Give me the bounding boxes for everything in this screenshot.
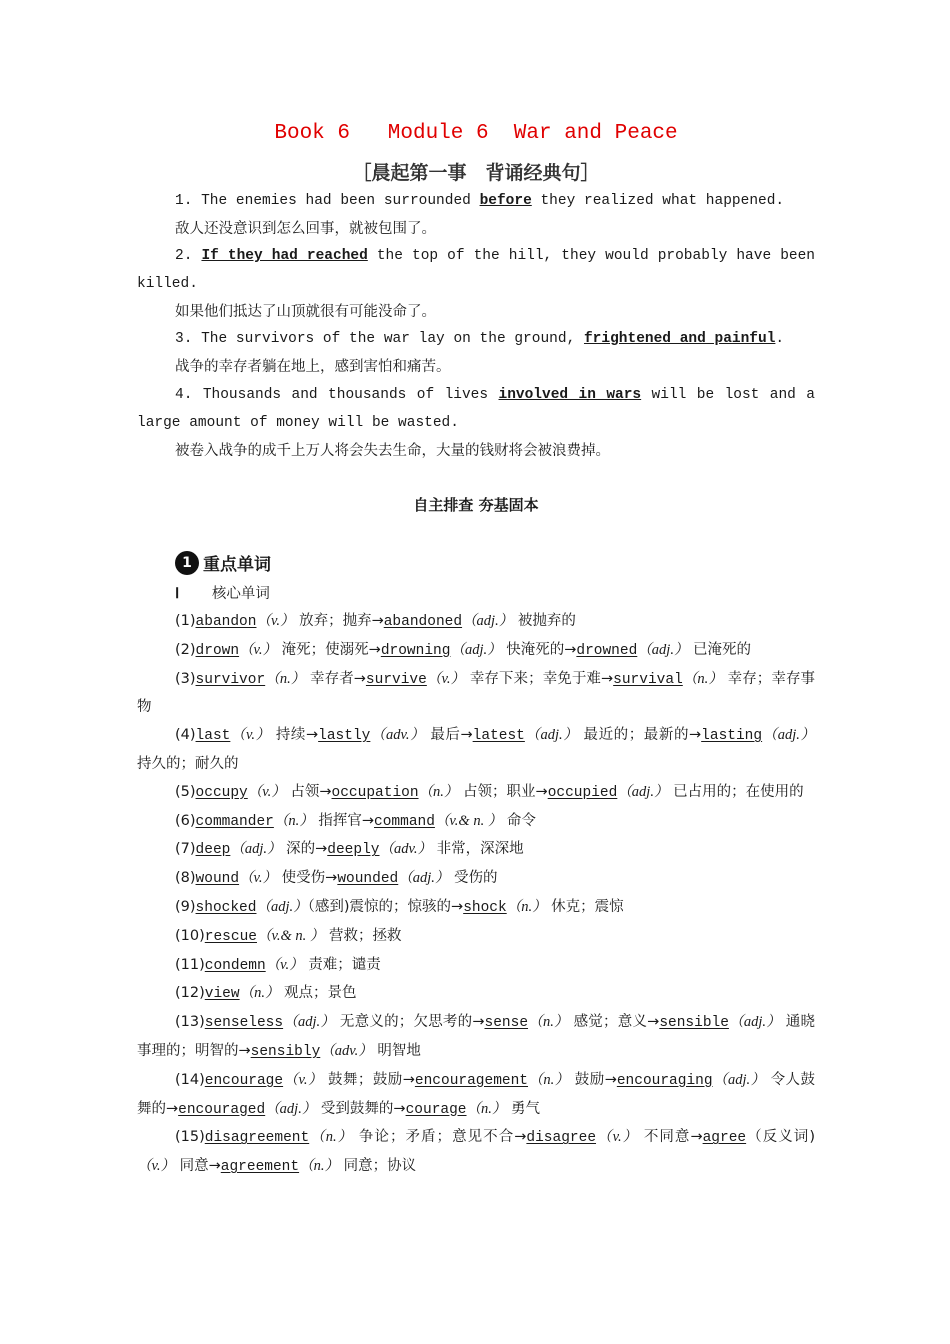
vocab-item — [137, 894, 815, 923]
vocab-item-number: (14) — [175, 1071, 205, 1088]
vocab-word: disagree — [526, 1130, 597, 1147]
sentence-text: Thousands and thousands of lives — [192, 387, 499, 403]
part-of-speech: （n.） — [528, 1014, 569, 1031]
vocab-word: sensibly — [250, 1043, 321, 1060]
part-of-speech: （n.） — [418, 783, 459, 800]
vocab-gloss: 鼓励→ — [569, 1071, 617, 1088]
vocab-word: rescue — [204, 928, 257, 945]
vocab-gloss: 休克；震惊 — [546, 898, 624, 915]
vocab-word: occupied — [547, 784, 618, 801]
number-badge: 1 — [175, 551, 199, 575]
sentence-text: they realized what happened. — [531, 193, 785, 209]
vocab-gloss: 责难；谴责 — [303, 956, 381, 973]
vocab-word: survival — [613, 671, 683, 688]
part-of-speech: （n.） — [506, 898, 547, 915]
vocab-gloss: 受伤的 — [449, 870, 498, 887]
vocab-gloss: 淹死；使溺死→ — [277, 641, 381, 658]
sentence-en — [137, 243, 815, 299]
sentence-key-phrase: involved in wars — [498, 387, 642, 403]
vocab-gloss: （感到)震惊的；惊骇的→ — [307, 898, 464, 915]
vocab-item — [137, 666, 815, 723]
vocab-gloss: （反义词) — [746, 1129, 815, 1146]
vocab-item — [137, 608, 815, 637]
vocab-word: survive — [365, 671, 427, 688]
vocab-word: drown — [195, 642, 240, 659]
vocab-item-number: (1) — [175, 613, 196, 629]
part-of-speech: （v.） — [256, 613, 295, 629]
vocab-word: view — [204, 986, 240, 1003]
sentence-zh: 战争的幸存者躺在地上，感到害怕和痛苦。 — [175, 358, 451, 375]
vocab-gloss: 观点；景色 — [279, 985, 357, 1002]
sentence-number: 3. — [175, 331, 193, 347]
vocab-gloss: 幸存；幸存事物 — [137, 670, 816, 716]
vocab-gloss: 感觉；意义→ — [568, 1014, 660, 1031]
vocab-gloss: 营救；拯救 — [324, 927, 402, 944]
vocab-gloss: 明智地 — [372, 1042, 421, 1059]
vocab-item-number: (2) — [175, 641, 196, 658]
part-of-speech: （adj.） — [728, 1014, 781, 1031]
sentence-en — [137, 382, 815, 438]
vocab-item — [137, 923, 815, 952]
vocab-item-number: (12) — [175, 985, 205, 1002]
part-of-speech: （adj.） — [283, 1014, 336, 1031]
vocab-gloss: 勇气 — [506, 1100, 540, 1117]
vocab-gloss: 深的→ — [281, 841, 328, 858]
vocab-word: abandoned — [383, 614, 463, 630]
vocab-item-number: (15) — [175, 1129, 205, 1146]
part-of-speech: （adj.） — [462, 613, 514, 629]
vocab-gloss: 不同意→ — [638, 1129, 703, 1146]
part-of-speech: （adj.） — [762, 727, 815, 744]
sentence-number: 1. — [175, 193, 193, 209]
vocab-gloss: 命令 — [502, 812, 536, 829]
sentence-key-phrase: before — [479, 193, 532, 209]
part-of-speech: （adj.） — [265, 1100, 317, 1117]
vocab-item — [137, 637, 815, 666]
vocab-word: wound — [195, 871, 240, 888]
vocab-gloss: 幸存下来；幸免于难→ — [465, 670, 614, 687]
vocab-gloss: 令人鼓舞的→ — [137, 1071, 816, 1117]
vocab-gloss: 持久的；耐久的 — [137, 755, 239, 772]
vocab-word: abandon — [195, 614, 257, 630]
sentence-text: . — [775, 331, 785, 347]
part-of-speech: （adv.） — [379, 841, 432, 858]
vocab-item — [137, 865, 815, 894]
part-of-speech: （adj.） — [524, 727, 579, 744]
sentence-block-4 — [137, 382, 815, 465]
vocab-item — [137, 808, 815, 837]
part-of-speech: （adv.） — [320, 1042, 373, 1059]
part-of-speech: （v.） — [247, 783, 286, 800]
vocab-heading-label: 重点单词 — [203, 555, 271, 575]
vocab-word: occupation — [331, 784, 419, 801]
part-of-speech: （n.） — [466, 1100, 507, 1117]
part-of-speech: （n.） — [239, 985, 280, 1002]
vocab-word: encouraged — [178, 1101, 266, 1118]
vocab-gloss: 最后→ — [425, 727, 473, 744]
sentence-number: 2. — [175, 248, 193, 264]
vocab-gloss: 争论；矛盾；意见不合→ — [353, 1129, 527, 1146]
vocab-word: sensible — [659, 1015, 729, 1032]
part-of-speech: （adj.） — [398, 870, 450, 887]
part-of-speech: （n.） — [273, 812, 314, 829]
vocab-item — [137, 779, 815, 808]
vocab-word: shocked — [195, 899, 257, 916]
vocab-word: command — [374, 813, 435, 830]
page-title: Book 6 Module 6 War and Peace — [274, 122, 678, 145]
vocab-item — [137, 1067, 815, 1125]
vocab-word: deeply — [327, 842, 380, 859]
sub-heading-label: 核心单词 — [211, 586, 270, 602]
vocab-gloss: 持续→ — [270, 727, 319, 744]
sentence-text: will be lost and a large amount of money will be wasted. — [137, 387, 815, 431]
part-of-speech: （v.） — [283, 1071, 323, 1088]
vocab-word: latest — [472, 728, 525, 745]
vocab-gloss: 快淹死的→ — [501, 641, 577, 658]
vocab-item-number: (3) — [175, 670, 196, 687]
sentence-zh: 敌人还没意识到怎么回事，就被包围了。 — [175, 220, 436, 237]
sentence-en — [137, 188, 815, 216]
sentence-number: 4. — [175, 387, 193, 403]
part-of-speech: （v.） — [265, 956, 304, 973]
sentence-zh: 被卷入战争的成千上万人将会失去生命，大量的钱财将会被浪费掉。 — [175, 442, 610, 459]
vocab-gloss: 同意；协议 — [338, 1158, 417, 1175]
vocab-item-number: (13) — [175, 1014, 205, 1031]
part-of-speech: （v.） — [596, 1129, 639, 1146]
part-of-speech: （adj.） — [230, 841, 282, 858]
vocab-word: encouraging — [616, 1072, 713, 1089]
vocab-gloss: 鼓舞；鼓励→ — [322, 1071, 415, 1088]
vocab-word: agree — [702, 1130, 747, 1147]
part-of-speech: （adj.） — [637, 641, 689, 658]
part-of-speech: （adj.） — [256, 898, 308, 915]
page-subtitle: ［晨起第一事 背诵经典句］ — [352, 162, 600, 184]
section-heading: 自主排查 夯基固本 — [413, 496, 539, 514]
vocab-gloss: 同意→ — [175, 1158, 221, 1175]
sub-heading — [175, 582, 270, 603]
vocab-item-number: (10) — [175, 927, 205, 944]
sentence-text: the top of the hill, they would probably have been killed. — [137, 248, 815, 292]
vocab-word: lasting — [701, 728, 763, 745]
vocab-gloss: 无意义的；欠思考的→ — [335, 1014, 485, 1031]
vocab-item-number: (8) — [175, 870, 196, 887]
vocab-word: shock — [463, 899, 507, 916]
vocab-item-number: (11) — [175, 956, 205, 973]
sentence-block-3 — [137, 326, 815, 382]
part-of-speech: （v.） — [239, 641, 278, 658]
vocab-item — [137, 722, 815, 779]
vocab-word: lastly — [318, 728, 371, 745]
part-of-speech: （v.& n. ） — [434, 812, 503, 829]
sentence-block-1 — [137, 188, 815, 244]
vocab-word: occupy — [195, 784, 248, 801]
vocab-word: condemn — [204, 957, 266, 974]
vocab-item-number: (4) — [175, 727, 196, 744]
vocab-word: disagreement — [204, 1130, 310, 1147]
vocab-gloss: 非常，深深地 — [432, 841, 524, 858]
vocab-item — [137, 980, 815, 1009]
part-of-speech: （v.） — [426, 670, 466, 687]
sentence-key-phrase: If they had reached — [201, 248, 368, 264]
vocab-word: sense — [484, 1015, 529, 1032]
sentence-en — [137, 326, 815, 354]
vocab-word: survivor — [195, 671, 266, 688]
vocab-word: drowning — [380, 642, 451, 659]
vocab-item-number: (5) — [175, 783, 196, 800]
part-of-speech: （n.） — [528, 1071, 570, 1088]
vocab-gloss: 幸存者→ — [305, 670, 366, 687]
sentence-text: The survivors of the war lay on the ground, — [192, 331, 584, 347]
roman-numeral: Ⅰ — [175, 586, 180, 602]
vocab-word: encourage — [204, 1072, 284, 1089]
vocab-gloss: 受到鼓舞的→ — [316, 1100, 406, 1117]
vocab-item — [137, 952, 815, 981]
part-of-speech: （n.） — [309, 1129, 354, 1146]
vocab-word: drowned — [576, 642, 638, 659]
sentence-text: The enemies had been surrounded — [192, 193, 480, 209]
sentence-zh: 如果他们抵达了山顶就很有可能没命了。 — [175, 303, 436, 320]
vocab-gloss: 最近的；最新的→ — [578, 727, 702, 744]
vocab-list — [137, 608, 815, 1182]
part-of-speech: （adj.） — [617, 783, 669, 800]
vocab-item-number: (6) — [175, 812, 196, 829]
part-of-speech: （n.） — [265, 670, 306, 687]
sentence-block-2 — [137, 243, 815, 326]
vocab-gloss: 放弃；抛弃→ — [294, 613, 384, 629]
part-of-speech: （v.） — [137, 1158, 175, 1175]
part-of-speech: （adv.） — [370, 727, 426, 744]
vocab-gloss: 占领；职业→ — [458, 783, 548, 800]
sentence-key-phrase: frightened and painful — [583, 331, 776, 347]
vocab-item — [137, 1009, 815, 1067]
vocab-word: commander — [195, 813, 274, 830]
part-of-speech: （adj.） — [450, 641, 502, 658]
vocab-word: deep — [195, 842, 231, 859]
part-of-speech: （adj.） — [712, 1071, 766, 1088]
vocab-word: courage — [405, 1101, 467, 1118]
part-of-speech: （v.） — [230, 727, 271, 744]
vocab-gloss: 占领→ — [285, 783, 332, 800]
vocab-gloss: 已占用的；在使用的 — [668, 783, 804, 800]
vocab-word: wounded — [337, 871, 399, 888]
vocab-gloss: 通晓事理的；明智的→ — [137, 1014, 815, 1059]
vocab-gloss: 被抛弃的 — [513, 613, 576, 629]
vocab-word: encouragement — [414, 1072, 529, 1089]
vocab-heading — [175, 550, 271, 575]
vocab-item-number: (9) — [175, 898, 196, 915]
vocab-word: last — [195, 728, 231, 745]
part-of-speech: （v.& n. ） — [256, 927, 325, 944]
vocab-item — [137, 1124, 815, 1182]
vocab-word: senseless — [204, 1015, 284, 1032]
part-of-speech: （n.） — [682, 670, 723, 687]
vocab-item-number: (7) — [175, 841, 196, 858]
vocab-gloss: 指挥官→ — [313, 812, 375, 829]
vocab-gloss: 已淹死的 — [688, 641, 752, 658]
vocab-item — [137, 836, 815, 865]
vocab-word: agreement — [220, 1159, 300, 1176]
part-of-speech: （n.） — [299, 1158, 339, 1175]
part-of-speech: （v.） — [239, 870, 278, 887]
vocab-gloss: 使受伤→ — [277, 870, 338, 887]
